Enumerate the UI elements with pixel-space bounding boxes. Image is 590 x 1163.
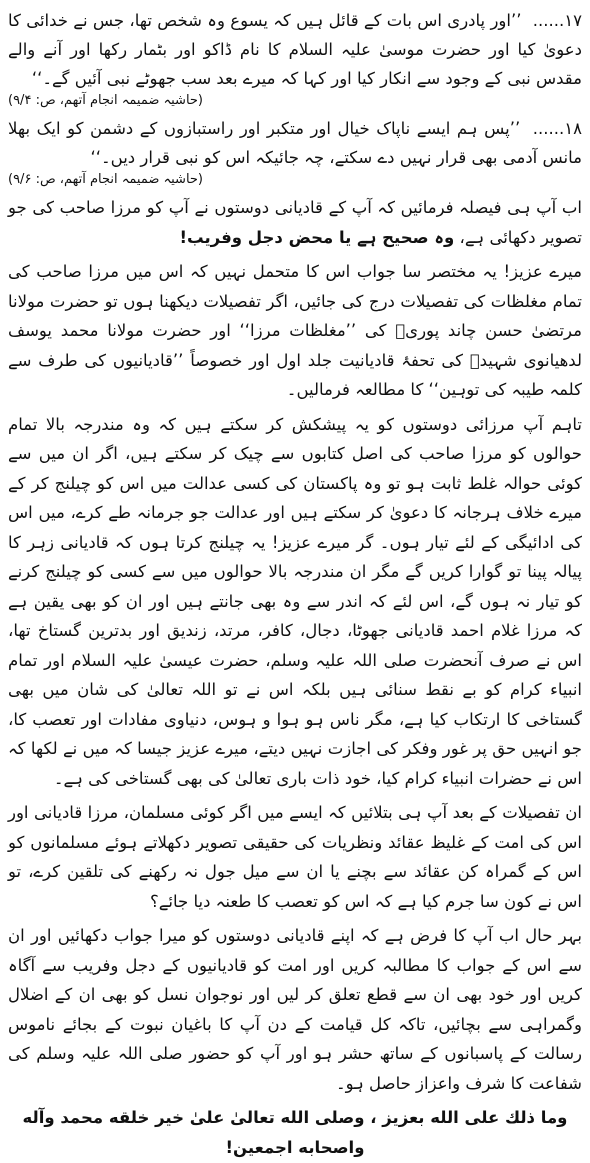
closing-prayer: وما ذلك على الله بعزيز ، وصلى الله تعالىٰ علىٰ خير خلقه محمد وآله واصحابه اجمعين! <box>22 1108 568 1157</box>
quote-number: ۱۷...... <box>532 11 582 30</box>
paragraph-duty <box>8 921 582 1098</box>
paragraph-text: تاہم آپ مرزائی دوستوں کو یہ پیشکش کر سکتے ہیں کہ وہ مندرجہ بالا تمام حوالوں کو مرزا صاحب کی اصل کتابوں سے چیک کر سکتے ہیں، اگر ان میں سے کوئی حوالہ غلط ثابت ہو تو وہ پاکستان کی کسی عدالت میں اس کو چیلنج کر کے میرے خلاف ہرجانہ کا دعویٰ کر سکتے ہیں اور عدالت جو جرمانہ طے کرے، میں اس کی ادائیگی کے لئے تیار ہوں۔ گر میرے عزیز! یہ چیلنج کرتا ہوں کہ قادیانی زہر کا پیالہ پینا تو گوارا کریں گے مگر ان مندرجہ بالا حوالوں میں سے کسی کو چیلنج کرنے کو تیار نہ ہوں گے، اس لئے کہ اندر سے وہ بھی جانتے ہیں اور ان کو بھی یقین ہے کہ مرزا غلام احمد قادیانی جھوٹا، دجال، کافر، مرتد، زندیق اور بدترین گستاخ تھا، اس نے صرف آنحضرت صلی اللہ علیہ وسلم، حضرت عیسیٰ علیہ السلام اور تمام انبیاء کرام کو بے نقط سنائی ہیں بلکہ اس نے تو اللہ تعالیٰ کی شان میں بھی گستاخی کا ارتکاب کیا ہے، مگر ناس ہو ہوا و ہوس، دنیاوی مفادات اور تعصب کا، جو انہیں حق پر غور وفکر کی اجازت نہیں دیتے، میرے عزیز جیسا کہ میں نے لکھا کہ اس نے حضرات انبیاء کرام کیا، خود ذات باری تعالیٰ کی بھی گستاخی کی ہے۔ <box>8 414 582 788</box>
quote-18 <box>8 114 582 190</box>
paragraph-text: اب آپ ہی فیصلہ فرمائیں کہ آپ کے قادیانی دوستوں نے آپ کو مرزا صاحب کی جو تصویر دکھائی ہے، <box>8 198 582 247</box>
paragraph-text: بہر حال اب آپ کا فرض ہے کہ اپنے قادیانی دوستوں کو میرا جواب دکھائیں اور ان سے اس کے جواب کا مطالبہ کریں اور امت کو قادیانیوں کے دجل وفریب سے آگاہ کریں اور خود بھی ان سے قطع تعلق کر لیں اور نوجوان نسل کو بھی ان کے اضلال وگمراہی سے بچائیں، تاکہ کل قیامت کے دن آپ کا باغیان نبوت کے بجائے ناموس رسالت کے پاسبانوں کے ساتھ حشر ہو اور آپ کو حضور صلی اللہ علیہ وسلم کی شفاعت کا شرف واعزاز حاصل ہو۔ <box>8 926 582 1093</box>
quote-reference: (حاشیہ ضمیمہ انجام آتھم، ص: ۹/۴) <box>8 93 204 108</box>
quote-17 <box>8 6 582 111</box>
paragraph-verdict <box>8 193 582 252</box>
paragraph-text: میرے عزیز! یہ مختصر سا جواب اس کا متحمل نہیں کہ اس میں مرزا صاحب کی تمام مغلظات کی تفصیلات درج کی جائیں، اگر تفصیلات دیکھنا ہوں تو حضرت مولانا مرتضیٰ حسن چاند پوریؒ کی ’’مغلظات مرزا‘‘ اور حضرت مولانا محمد یوسف لدھیانوی شہیدؒ کی تحفۂ قادیانیت جلد اول اور خصوصاً ’’قادیانیوں کی طرف سے کلمہ طیبہ کی توہین‘‘ کا مطالعہ فرمالیں۔ <box>8 262 582 399</box>
paragraph-question <box>8 798 582 916</box>
quote-number: ۱۸...... <box>532 119 582 138</box>
paragraph-challenge <box>8 410 582 794</box>
quote-text: ’’اور پادری اس بات کے قائل ہیں کہ یسوع وہ شخص تھا، جس نے خدائی کا دعویٰ کیا اور حضرت موسیٰ علیہ السلام کا نام ڈاکو اور بٹمار رکھا اور آنے والے مقدس نبی کے وجود سے انکار کیا اور کہا کہ میرے بعد سب جھوٹے نبی آئیں گے۔‘‘ <box>8 11 582 88</box>
paragraph-text: ان تفصیلات کے بعد آپ ہی بتلائیں کہ ایسے میں اگر کوئی مسلمان، مرزا قادیانی اور اس کی امت کے غلیظ عقائد ونظریات کی حقیقی تصویر دکھلاتے ہوئے مسلمانوں کو اس کے گمراہ کن عقائد سے بچنے یا ان سے میل جول نہ رکھنے کی تلقین کرے، تو اس نے کون سا جرم کیا ہے کہ اس کو تعصب کا طعنہ دیا جائے؟ <box>8 803 582 911</box>
paragraph-references <box>8 257 582 405</box>
quote-reference: (حاشیہ ضمیمہ انجام آتھم، ص: ۹/۶) <box>8 172 204 187</box>
document-page <box>8 6 582 1157</box>
paragraph-emphasis: وہ صحیح ہے یا محض دجل وفریب! <box>179 227 455 247</box>
quote-text: ’’پس ہم ایسے ناپاک خیال اور متکبر اور راستبازوں کے دشمن کو ایک بھلا مانس آدمی بھی قرار نہیں دے سکتے، چہ جائیکہ اس کو نبی قرار دیں۔‘‘ <box>8 119 582 167</box>
